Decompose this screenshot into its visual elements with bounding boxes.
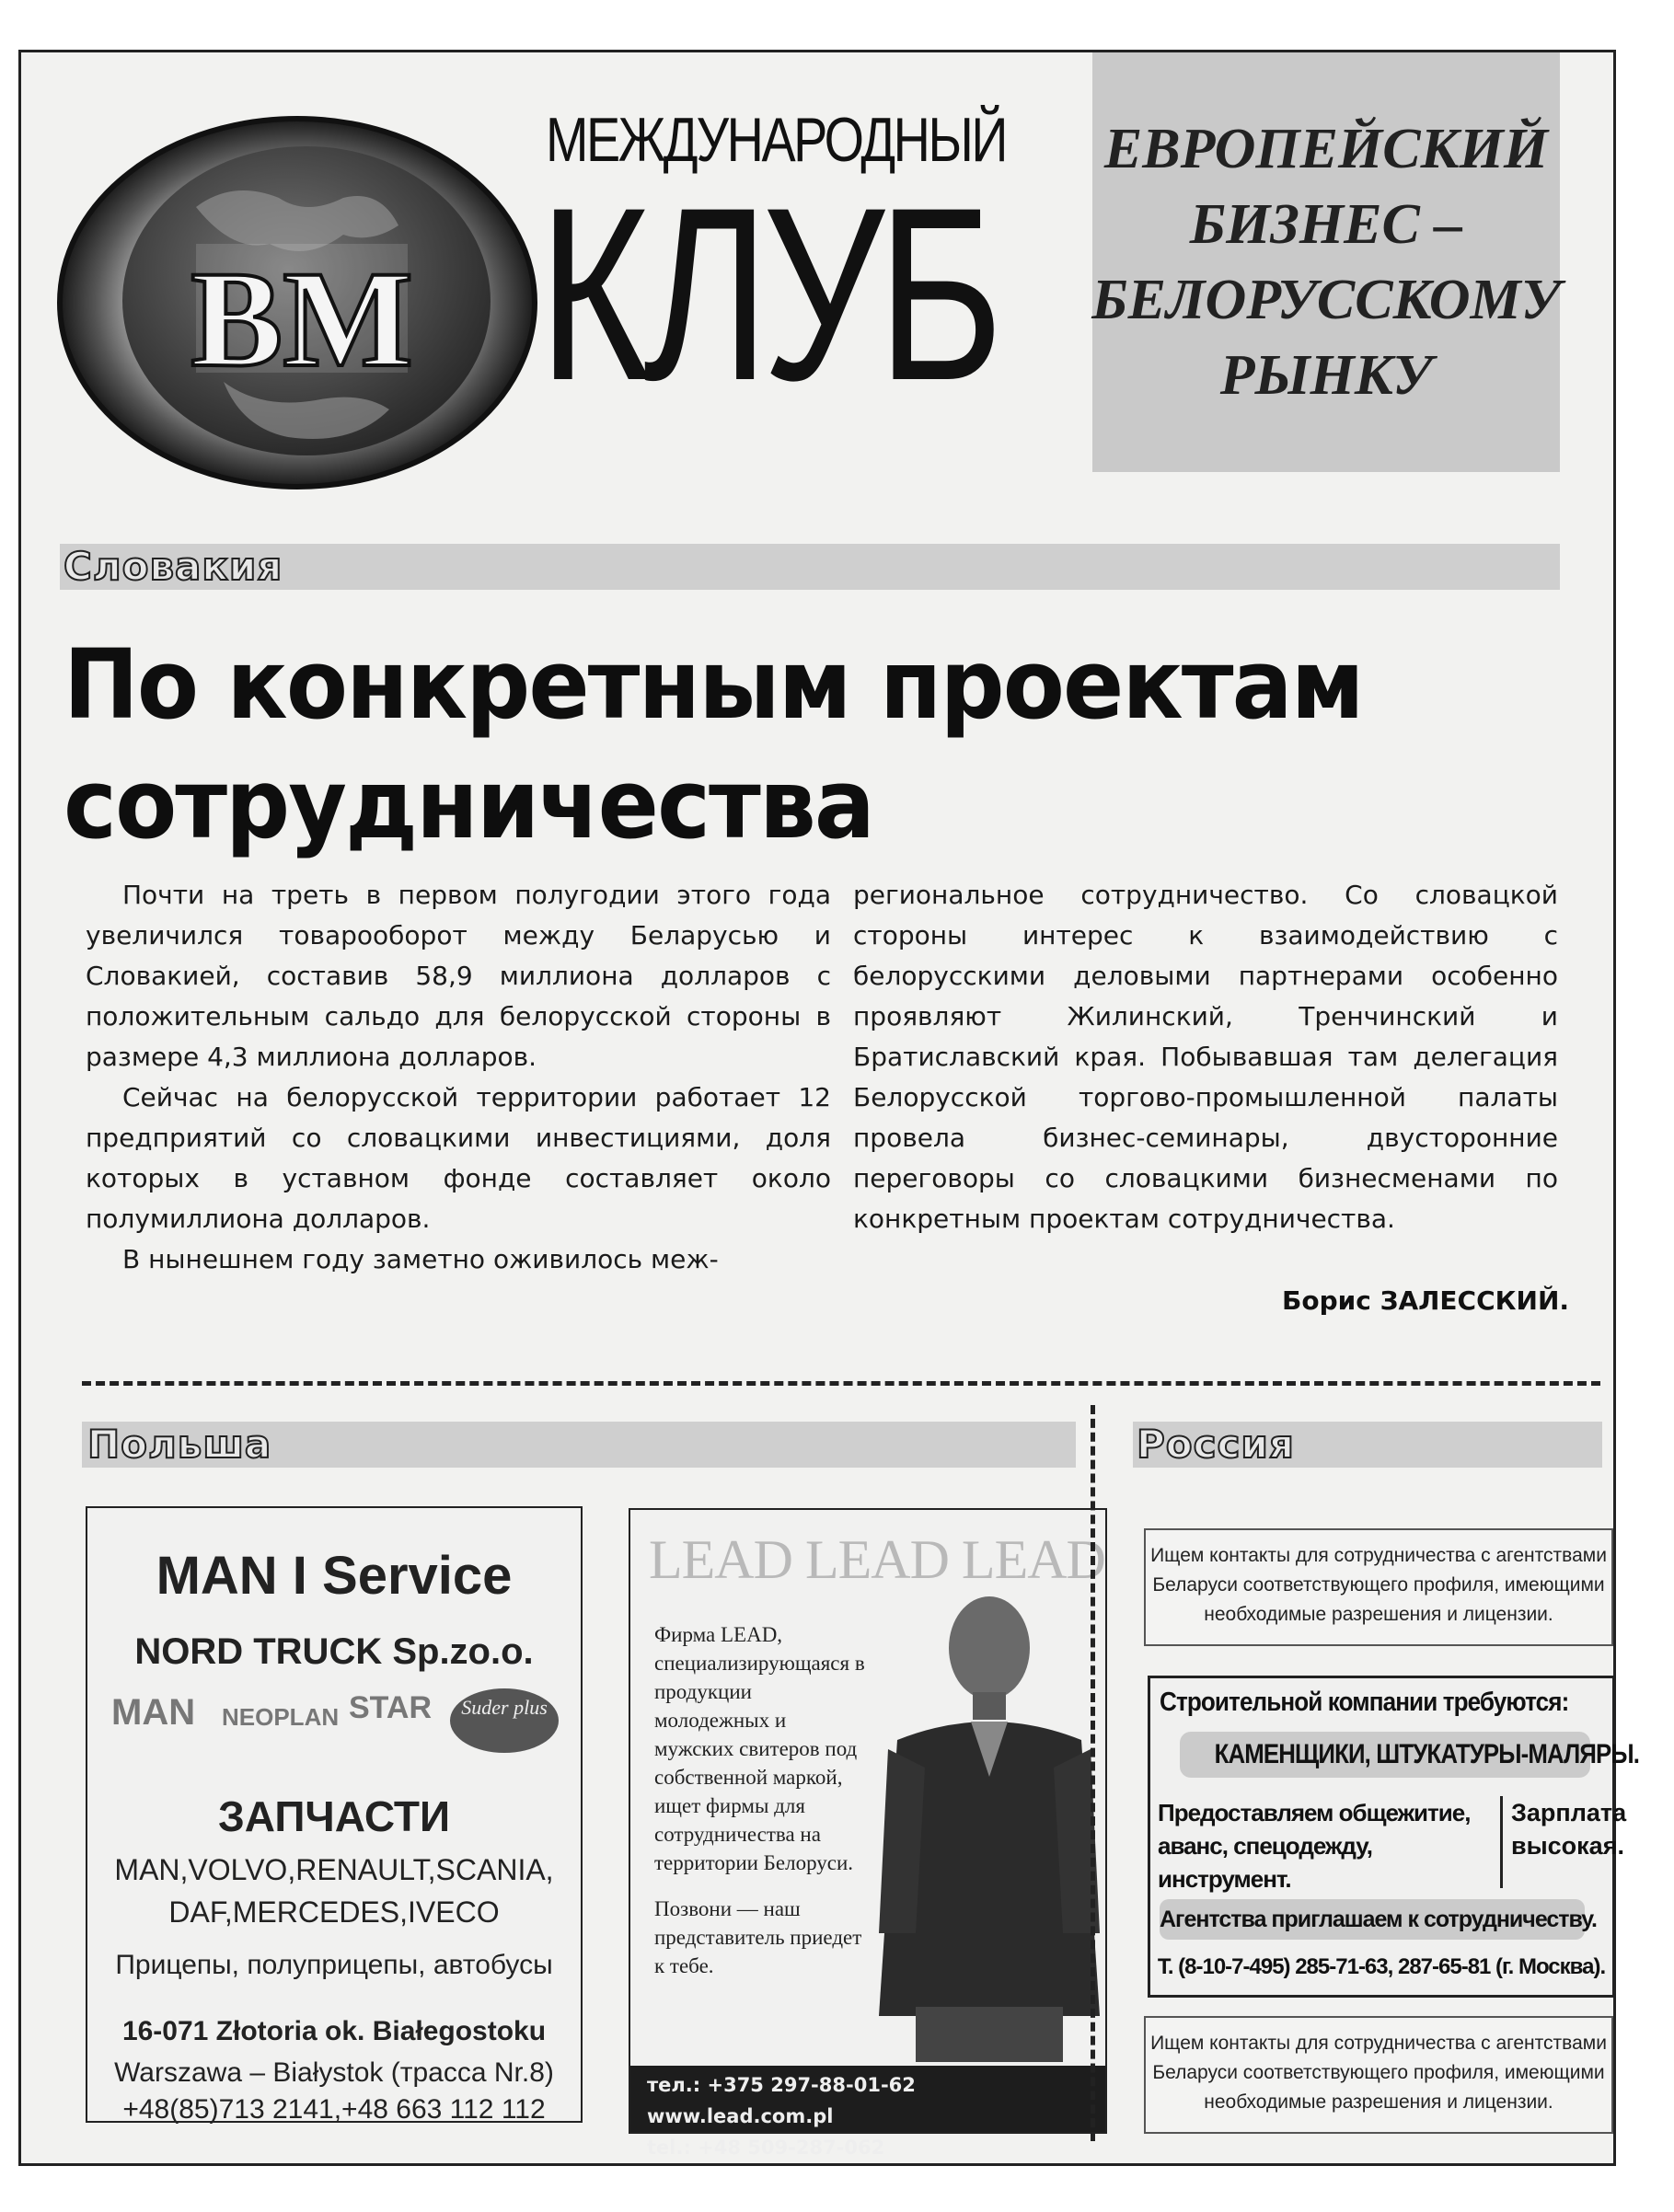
slogan-line: БИЗНЕС –: [1189, 193, 1463, 256]
article-paragraph: Сейчас на белорусской территории работает 12 предприятий со словацкими инвестициями, доля которых в уставном фонде составляет около полумиллиона долларов.: [86, 1082, 831, 1234]
section-label-russia: Россия: [1137, 1422, 1295, 1467]
man-ad-company: NORD TRUCK Sp.zo.o.: [134, 1631, 534, 1672]
job-ad-agencies: Агентства приглашаем к сотрудничеству.: [1160, 1899, 1585, 1940]
column-divider: [1091, 1405, 1095, 2141]
masthead-small: МЕЖДУНАРОДНЫЙ: [546, 105, 1007, 175]
slogan-line: БЕЛОРУССКОМУ: [1091, 269, 1561, 331]
job-ad-salary: Зарплата высокая.: [1511, 1799, 1627, 1860]
parts-brands: [87, 1849, 581, 1933]
lead-phone-2: tel.: +48 509-287-062: [647, 2137, 885, 2159]
man-ad-title: MAN I Service: [156, 1546, 513, 1606]
slogan-line: РЫНКУ: [1219, 344, 1433, 407]
brand-suder: Suder plus: [450, 1688, 559, 1753]
lead-description: Фирма LEAD, специализирующаяся в продукции молодежных и мужских свитеров под собственной маркой, ищет фирмы для сотрудничества на территории Белоруси.: [654, 1623, 865, 1874]
section-label-poland: Польша: [87, 1422, 272, 1467]
section-label-slovakia: Словакия: [63, 544, 283, 589]
article-paragraph: В нынешнем году заметно оживилось меж-: [122, 1244, 719, 1274]
parts-line: DAF,MERCEDES,IVECO: [168, 1895, 500, 1929]
masthead-big: КЛУБ: [538, 156, 997, 432]
brand-neoplan: NEOPLAN: [222, 1703, 340, 1731]
lead-contact-bar: [630, 2066, 1105, 2159]
section-bar-slovakia: [60, 544, 1560, 590]
slogan-line: ЕВРОПЕЙСКИЙ: [1103, 118, 1549, 180]
article-headline: [63, 625, 1448, 864]
man-ad-route: Warszawa – Białystok (трасса Nr.8): [114, 2057, 554, 2088]
article-paragraph: Почти на треть в первом полугодии этого года увеличился товарооборот между Беларусью и Словакией, составив 58,9 миллиона долларов с положительным сальдо для белорусской стороны в размере 4,3 миллиона долларов.: [86, 880, 831, 1072]
lead-call-to-action: Позвони — наш представитель приедет к тебе.: [654, 1897, 862, 1977]
parts-title: ЗАПЧАСТИ: [217, 1792, 451, 1840]
brand-star: STAR: [349, 1690, 433, 1725]
brand-man: MAN: [111, 1692, 196, 1733]
model-photo: [860, 1584, 1100, 2062]
man-ad-address: 16-071 Złotoria ok. Białegostoku: [121, 2016, 547, 2046]
man-service-ad: [86, 1506, 583, 2123]
russia-notice-top: Ищем контакты для сотрудничества с агентствами Беларуси соответствующего профиля, имеющими необходимые разрешения и лицензии.: [1144, 1528, 1613, 1646]
job-ad-divider: [1500, 1796, 1503, 1888]
job-ad-phone: Т. (8-10-7-495) 285-71-63, 287-65-81 (г. Москва).: [1157, 1954, 1606, 1979]
newspaper-page: [18, 50, 1640, 2166]
job-ad-positions: [1180, 1732, 1640, 1778]
article-column-right: [853, 875, 1558, 1239]
section-divider: [82, 1381, 1600, 1386]
russia-notice-bottom: Ищем контакты для сотрудничества с агентствами Беларуси соответствующего профиля, имеющими необходимые разрешения и лицензии.: [1144, 2016, 1613, 2134]
club-logo: [58, 106, 546, 500]
article-author: Борис ЗАЛЕССКИЙ.: [1282, 1285, 1570, 1316]
parts-line: MAN,VOLVO,RENAULT,SCANIA,: [114, 1853, 554, 1886]
lead-phone: тел.: +375 297-88-01-62 www.lead.com.pl: [647, 2074, 916, 2127]
job-ad-title: Строительной компании требуются:: [1160, 1688, 1569, 1717]
headline-line: По конкретным проектам: [63, 628, 1363, 741]
article-column-left: [86, 875, 831, 1280]
slogan-box: [1092, 52, 1560, 472]
vehicles-text: Прицепы, полуприцепы, автобусы: [115, 1950, 553, 1980]
lead-logo: LEAD LEAD LEAD: [649, 1529, 1105, 1590]
job-positions-text: КАМЕНЩИКИ, ШТУКАТУРЫ-МАЛЯРЫ.: [1214, 1739, 1640, 1769]
man-ad-phones: +48(85)713 2141,+48 663 112 112: [122, 2094, 546, 2125]
logo-letters: BM: [190, 243, 413, 396]
job-ad-offer: Предоставляем общежитие, аванс, спецодежду, инструмент.: [1158, 1799, 1471, 1893]
russia-job-ad: [1148, 1676, 1640, 1998]
article-paragraph: региональное сотрудничество. Со словацкой стороны интерес к взаимодействию с белорусскими деловыми партнерами особенно проявляют Жилинский, Тренчинский и Братиславский края. Побывавшая там делегация Белорусской торгово-промышленной палаты провела бизнес-семинары, двусторонние переговоры со словацкими бизнесменами по конкретным проектам сотрудничества.: [853, 880, 1558, 1234]
man-ad-contacts: [87, 2055, 581, 2128]
headline-line: сотрудничества: [63, 748, 874, 860]
lead-ad: [629, 1508, 1107, 2159]
